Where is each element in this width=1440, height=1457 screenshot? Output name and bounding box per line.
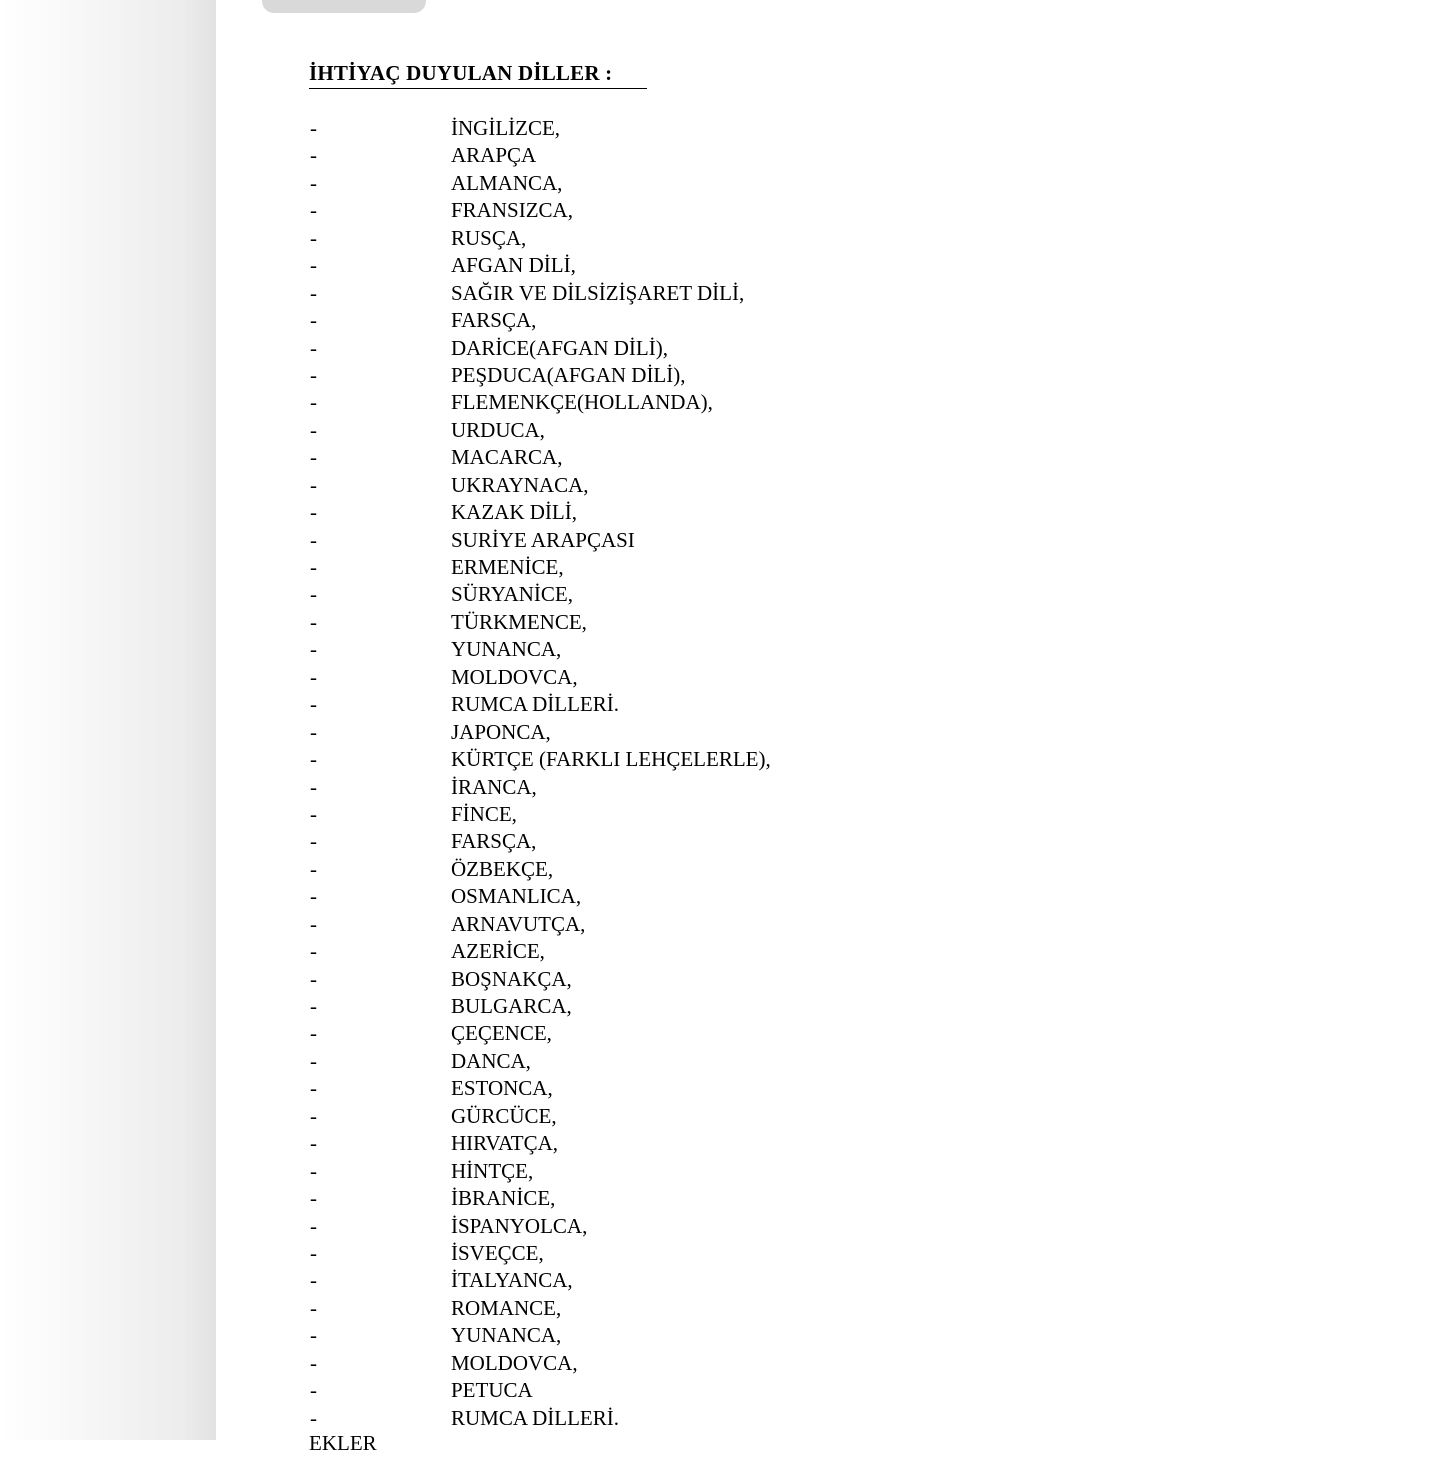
list-item <box>0 1185 900 1212</box>
document-heading: İHTİYAÇ DUYULAN DİLLER : <box>309 61 613 85</box>
list-item <box>0 1350 900 1377</box>
language-name: AZERİCE, <box>451 939 545 964</box>
list-bullet-dash: - <box>310 747 317 772</box>
list-bullet-dash: - <box>310 225 317 250</box>
list-item <box>0 1267 900 1294</box>
language-name: ERMENİCE, <box>451 555 564 579</box>
list-bullet-dash: - <box>310 143 317 168</box>
list-bullet-dash: - <box>310 1240 317 1265</box>
language-name: KÜRTÇE (FARKLI LEHÇELERLE), <box>451 747 771 772</box>
language-name: RUMCA DİLLERİ. <box>451 692 619 717</box>
language-name: SÜRYANİCE, <box>451 582 573 607</box>
language-name: JAPONCA, <box>451 719 551 744</box>
list-bullet-dash: - <box>310 555 317 579</box>
list-item <box>0 801 900 828</box>
list-bullet-dash: - <box>310 994 317 1018</box>
list-item <box>0 911 900 938</box>
list-item <box>0 636 900 663</box>
language-name: MOLDOVCA, <box>451 1350 578 1375</box>
list-item <box>0 1322 900 1349</box>
list-item <box>0 527 900 554</box>
language-name: ROMANCE, <box>451 1295 562 1320</box>
list-item <box>0 1048 900 1075</box>
list-item <box>0 856 900 883</box>
list-item <box>0 746 900 773</box>
list-bullet-dash: - <box>310 253 317 278</box>
language-name: PETUCA <box>451 1378 533 1403</box>
language-name: HİNTÇE, <box>451 1158 534 1183</box>
language-name: ESTONCA, <box>451 1076 553 1101</box>
language-name: İSPANYOLCA, <box>451 1213 588 1238</box>
language-name: İTALYANCA, <box>451 1268 573 1293</box>
language-name: UKRAYNACA, <box>451 472 589 497</box>
list-bullet-dash: - <box>310 116 317 140</box>
list-bullet-dash: - <box>310 664 317 689</box>
list-item <box>0 883 900 910</box>
list-bullet-dash: - <box>310 1323 317 1348</box>
list-item <box>0 664 900 691</box>
list-item <box>0 554 900 581</box>
list-item <box>0 170 900 197</box>
list-bullet-dash: - <box>310 445 317 470</box>
list-item <box>0 774 900 801</box>
list-bullet-dash: - <box>310 1076 317 1101</box>
language-name: YUNANCA, <box>451 1323 562 1348</box>
list-item <box>0 609 900 636</box>
list-bullet-dash: - <box>310 1158 317 1183</box>
list-bullet-dash: - <box>310 884 317 909</box>
list-item <box>0 1213 900 1240</box>
language-name: SAĞIR VE DİLSİZİŞARET DİLİ, <box>451 280 745 305</box>
language-name: AFGAN DİLİ, <box>451 253 576 278</box>
list-item <box>0 307 900 334</box>
list-item <box>0 1377 900 1404</box>
list-bullet-dash: - <box>310 500 317 525</box>
language-name: RUSÇA, <box>451 225 527 250</box>
list-bullet-dash: - <box>310 390 317 415</box>
list-bullet-dash: - <box>310 774 317 799</box>
list-bullet-dash: - <box>310 966 317 991</box>
list-item <box>0 719 900 746</box>
list-item <box>0 280 900 307</box>
list-bullet-dash: - <box>310 417 317 442</box>
language-name: DANCA, <box>451 1048 531 1073</box>
list-item <box>0 362 900 389</box>
list-bullet-dash: - <box>310 335 317 360</box>
language-name: ARNAVUTÇA, <box>451 911 586 936</box>
list-bullet-dash: - <box>310 1268 317 1293</box>
language-name: FRANSIZCA, <box>451 198 573 223</box>
language-name: HIRVATÇA, <box>451 1131 559 1156</box>
viewer-top-tab[interactable] <box>262 0 426 13</box>
language-name: FARSÇA, <box>451 829 537 854</box>
list-bullet-dash: - <box>310 856 317 881</box>
list-item <box>0 472 900 499</box>
list-bullet-dash: - <box>310 198 317 223</box>
list-bullet-dash: - <box>310 719 317 744</box>
list-bullet-dash: - <box>310 1295 317 1320</box>
language-name: İRANCA, <box>451 774 537 799</box>
list-bullet-dash: - <box>310 609 317 634</box>
language-name: İNGİLİZCE, <box>451 116 561 140</box>
list-item <box>0 1130 900 1157</box>
list-bullet-dash: - <box>310 1131 317 1156</box>
list-bullet-dash: - <box>310 1186 317 1211</box>
language-list <box>0 115 900 1432</box>
list-bullet-dash: - <box>310 1021 317 1046</box>
list-item <box>0 1405 900 1432</box>
list-bullet-dash: - <box>310 829 317 854</box>
language-name: KAZAK DİLİ, <box>451 500 577 525</box>
language-name: TÜRKMENCE, <box>451 609 587 634</box>
language-name: FLEMENKÇE(HOLLANDA), <box>451 390 713 415</box>
list-bullet-dash: - <box>310 692 317 717</box>
language-name: FARSÇA, <box>451 308 537 333</box>
list-item <box>0 828 900 855</box>
list-item <box>0 581 900 608</box>
list-item <box>0 691 900 718</box>
list-bullet-dash: - <box>310 1048 317 1073</box>
list-bullet-dash: - <box>310 1378 317 1403</box>
language-name: ÇEÇENCE, <box>451 1021 552 1046</box>
list-bullet-dash: - <box>310 280 317 305</box>
cut-off-section-heading: EKLER <box>309 1431 377 1455</box>
list-bullet-dash: - <box>310 1103 317 1128</box>
heading-underline <box>309 88 647 89</box>
list-item <box>0 252 900 279</box>
list-bullet-dash: - <box>310 472 317 497</box>
language-name: OSMANLICA, <box>451 884 582 909</box>
language-name: BOŞNAKÇA, <box>451 966 572 991</box>
list-item <box>0 1020 900 1047</box>
language-name: MACARCA, <box>451 445 563 470</box>
list-bullet-dash: - <box>310 527 317 552</box>
list-item <box>0 444 900 471</box>
list-item <box>0 993 900 1020</box>
language-name: MOLDOVCA, <box>451 664 578 689</box>
list-item <box>0 1103 900 1130</box>
list-item <box>0 938 900 965</box>
list-item <box>0 115 900 142</box>
list-bullet-dash: - <box>310 801 317 826</box>
language-name: URDUCA, <box>451 417 545 442</box>
language-name: FİNCE, <box>451 801 517 826</box>
list-bullet-dash: - <box>310 911 317 936</box>
list-item <box>0 499 900 526</box>
list-bullet-dash: - <box>310 637 317 662</box>
language-name: YUNANCA, <box>451 637 562 662</box>
list-item <box>0 335 900 362</box>
list-item <box>0 417 900 444</box>
language-name: ARAPÇA <box>451 143 537 168</box>
list-item <box>0 225 900 252</box>
list-bullet-dash: - <box>310 1405 317 1430</box>
language-name: RUMCA DİLLERİ. <box>451 1405 619 1430</box>
list-item <box>0 966 900 993</box>
language-name: GÜRCÜCE, <box>451 1103 557 1128</box>
list-item <box>0 197 900 224</box>
list-item <box>0 142 900 169</box>
list-bullet-dash: - <box>310 1350 317 1375</box>
list-bullet-dash: - <box>310 170 317 195</box>
language-name: DARİCE(AFGAN DİLİ), <box>451 335 668 360</box>
language-name: ÖZBEKÇE, <box>451 856 554 881</box>
list-bullet-dash: - <box>310 582 317 607</box>
list-item <box>0 1158 900 1185</box>
language-name: SURİYE ARAPÇASI <box>451 527 635 552</box>
list-bullet-dash: - <box>310 308 317 333</box>
list-bullet-dash: - <box>310 362 317 387</box>
language-name: İSVEÇCE, <box>451 1240 544 1265</box>
language-name: ALMANCA, <box>451 170 563 195</box>
list-item <box>0 1295 900 1322</box>
list-item <box>0 389 900 416</box>
list-item <box>0 1240 900 1267</box>
language-name: BULGARCA, <box>451 994 572 1018</box>
list-item <box>0 1075 900 1102</box>
language-name: PEŞDUCA(AFGAN DİLİ), <box>451 362 686 387</box>
list-bullet-dash: - <box>310 1213 317 1238</box>
language-name: İBRANİCE, <box>451 1186 556 1211</box>
list-bullet-dash: - <box>310 939 317 964</box>
